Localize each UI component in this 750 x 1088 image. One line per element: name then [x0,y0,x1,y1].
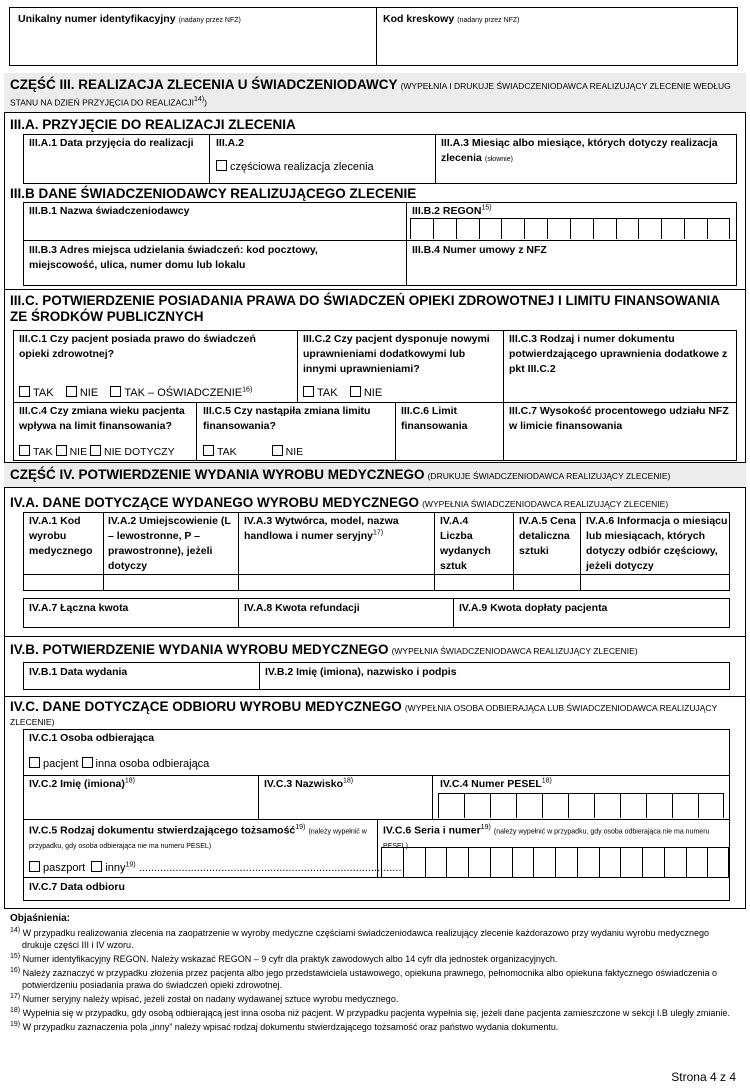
col-4a6: IV.A.6 Informacja o miesiącu lub miesiącach, których dotyczy odbiór częściowy, jeżeli dotyczy [586,515,728,572]
field-3c2-options [303,386,382,399]
field-4c7[interactable]: IV.C.7 Data odbioru [29,881,125,893]
col-4a3-label: IV.A.3 Wytwórca, model, nazwa handlowa i numer seryjny [244,515,399,542]
c2-opt-nie: NIE [363,387,383,399]
pesel-input-cells[interactable] [438,793,724,818]
partial-realization-checkbox[interactable] [216,160,374,173]
c4-sup: 18) [541,777,552,785]
part4-note: (DRUKUJE ŚWIADCZENIODAWCA REALIZUJĄCY ZLECENIE) [427,471,671,481]
field-3c6[interactable]: III.C.6 Limit finansowania [401,405,468,432]
field-4c2[interactable] [29,777,135,792]
field-3c1-options [19,386,252,399]
field-3b4[interactable]: III.B.4 Numer umowy z NFZ [412,244,547,256]
field-3c4-options [19,445,175,458]
part3-title: CZĘŚĆ III. REALIZACJA ZLECENIA U ŚWIADCZENIODAWCY [10,77,398,92]
c4-opt-nie: NIE [69,446,88,458]
col-4a3 [244,514,429,544]
section-3a-title: III.A. PRZYJĘCIE DO REALIZACJI ZLECENIA [10,117,296,132]
unique-id-label: Unikalny numer identyfikacyjny [18,13,176,25]
col-4a5: IV.A.5 Cena detaliczna sztuki [519,515,576,557]
c1-opt-oswiadczenie: TAK – OŚWIADCZENIE [124,387,243,399]
field-3c5: III.C.5 Czy nastąpiła zmiana limitu finansowania? [203,405,371,432]
barcode-note: (nadany przez NFZ) [457,17,520,24]
field-4b1[interactable]: IV.B.1 Data wydania [29,666,128,678]
part4-title: CZĘŚĆ IV. POTWIERDZENIE WYDANIA WYROBU MEDYCZNEGO [10,467,425,482]
barcode-label: Kod kreskowy [383,13,455,25]
field-3c1: III.C.1 Czy pacjent posiada prawo do świadczeń opieki zdrowotnej? [19,333,256,360]
field-4c1: IV.C.1 Osoba odbierająca [29,732,155,744]
footnote-number: 16) [10,967,21,974]
c4-opt-tak: TAK [33,446,53,458]
checkbox-icon[interactable] [90,445,101,456]
footnote-item [10,1019,738,1033]
field-3a3-note: (słownie) [484,156,513,163]
field-4c2-label: IV.C.2 Imię (imiona) [29,778,125,790]
part3-note-end: ) [204,97,208,108]
checkbox-icon[interactable] [272,445,283,456]
footnotes-title: Objaśnienia: [10,913,71,924]
section-4c-note: (WYPEŁNIA OSOBA ODBIERAJĄCA LUB ŚWIADCZENIODAWCA REALIZUJĄCY ZLECENIE) [10,703,718,727]
footnote-text: Numer identyfikacyjny REGON. Należy wskazać REGON – 9 cyfr dla praktyk zawodowych albo 14 cyfr dla jednostek organizacyjnych. [22,954,558,964]
footnote-item [10,965,738,991]
c3-sup: 18) [342,777,354,785]
col-4a1: IV.A.1 Kod wyrobu medycznego [29,515,93,557]
checkbox-icon[interactable] [350,386,361,397]
checkbox-icon[interactable] [91,861,102,872]
field-3a1[interactable]: III.A.1 Data przyjęcia do realizacji [29,137,194,149]
footnote-item [10,925,738,951]
field-4c6-label: IV.C.6 Seria i numer [383,824,481,837]
c5-sup: 19) [295,824,306,831]
part3-note-sup: 14) [194,96,205,103]
part4-header [4,462,746,488]
field-3c7[interactable]: III.C.7 Wysokość procentowego udziału NFZ w limicie finansowania [509,405,729,432]
field-3c5-options [203,445,303,458]
c1-sup: 16) [242,386,253,394]
field-3b1[interactable]: III.B.1 Nazwa świadczeniodawcy [29,205,190,217]
regon-label: III.B.2 REGON [412,205,482,217]
section-4b-title: IV.B. POTWIERDZENIE WYDANIA WYROBU MEDYCZNEGO [10,642,389,657]
regon-input-cells[interactable] [410,218,730,239]
c2-opt-tak: TAK [317,387,338,399]
c2-sup: 18) [124,777,136,785]
field-3b3[interactable]: III.B.3 Adres miejsca udzielania świadczeń: kod pocztowy, miejscowość, ulica, numer domu lub lokalu [29,244,318,271]
footnote-number: 14) [10,927,21,934]
field-4c5 [29,822,374,853]
footnote-text: Wypełnia się w przypadku, gdy osobą odbierającą jest inna osoba niż pacjent. W przypadku pacjenta wypełnia się, jeżeli dane pacjenta zamieszczone w sekcji I.B uległy zmianie. [22,1008,730,1018]
checkbox-icon[interactable] [216,160,227,171]
unique-id-field[interactable] [18,12,368,27]
c5-opt-inny: inny [105,862,126,874]
field-4c5-options [29,861,402,874]
field-4a8[interactable]: IV.A.8 Kwota refundacji [244,602,360,614]
col-4a4: IV.A.4 Liczba wydanych sztuk [440,515,491,572]
section-3c-title: III.C. POTWIERDZENIE POSIADANIA PRAWA DO ŚWIADCZEŃ OPIEKI ZDROWOTNEJ I LIMITU FINANSOWANIA ZE ŚRODKÓW PUBLICZNYCH [10,293,720,324]
checkbox-icon[interactable] [29,757,40,768]
field-4c3-label: IV.C.3 Nazwisko [264,778,343,790]
c5-opt-tak: TAK [217,446,237,458]
checkbox-icon[interactable] [303,386,314,397]
c4-opt-nie-dotyczy: NIE DOTYCZY [104,446,175,458]
c1-opt-pacjent: pacjent [43,758,79,770]
field-4b2[interactable]: IV.B.2 Imię (imiona), nazwisko i podpis [265,666,457,678]
footnote-item [10,951,738,965]
c6-sup: 19) [480,824,491,831]
footnote-text: W przypadku realizowania zlecenia na zaopatrzenie w wyroby medyczne częściami świadczeniodawca realizujący zlecenie każdorazowo przy wydaniu wyrobu medycznego drukuje części III i IV wzoru. [22,928,709,950]
c1-opt-tak: TAK [33,387,54,399]
col-4a3-sup: 17) [372,529,384,537]
col-4a2: IV.A.2 Umiejscowienie (L – lewostronne, P – prawostronne), jeżeli dotyczy [108,515,231,572]
field-4c5-note: (należy wypełnić w przypadku, gdy osoba odbierająca nie ma numeru PESEL) [29,828,367,850]
footnotes [10,912,738,1033]
footnote-item [10,991,738,1005]
checkbox-icon[interactable] [66,386,77,397]
part3-header [4,73,746,113]
partial-realization-label: częściowa realizacja zlecenia [230,161,374,173]
c5-opt-sup: 19) [125,861,136,869]
section-3b-title: III.B DANE ŚWIADCZENIODAWCY REALIZUJĄCEGO ZLECENIE [10,186,417,201]
footnote-text: W przypadku zaznaczenia pola „inny” należy wpisać rodzaj dokumentu stwierdzającego tożsamość oraz państwo wydania dokumentu. [22,1022,559,1032]
field-3a2: III.A.2 [216,137,245,149]
section-4b-header [10,642,638,657]
section-4c-title: IV.C. DANE DOTYCZĄCE ODBIORU WYROBU MEDYCZNEGO [10,699,402,714]
unique-id-note: (nadany przez NFZ) [178,17,241,24]
footnote-number: 15) [10,953,21,960]
field-3c4: III.C.4 Czy zmiana wieku pacjenta wpływa na limit finansowania? [19,405,185,432]
field-4c5-label: IV.C.5 Rodzaj dokumentu stwierdzającego tożsamość [29,824,296,837]
field-3a3-label: III.A.3 Miesiąc albo miesiące, których dotyczy realizacja zlecenia [441,137,718,164]
checkbox-icon[interactable] [110,386,121,397]
field-4a9[interactable]: IV.A.9 Kwota dopłaty pacjenta [459,602,608,614]
c5-opt-paszport: paszport [43,862,86,874]
field-4c3[interactable] [264,777,353,792]
id-series-cells[interactable] [381,847,729,877]
section-4a-note: (WYPEŁNIA ŚWIADCZENIODAWCA REALIZUJĄCY ZLECENIE) [422,499,669,509]
footnote-number: 17) [10,993,21,1000]
field-3c2: III.C.2 Czy pacjent dysponuje nowymi uprawnieniami dodatkowymi lub innymi uprawnieniami? [303,333,490,375]
checkbox-icon[interactable] [19,386,30,397]
field-4c6-note: (należy wypełnić w przypadku, gdy osoba odbierająca nie ma numeru PESEL) [383,828,710,850]
part3-note: (WYPEŁNIA I DRUKUJE ŚWIADCZENIODAWCA REALIZUJĄCY ZLECENIE WEDŁUG STANU NA DZIEŃ PRZYJĘCIA DO REALIZACJI [10,81,731,108]
c5-opt-nie: NIE [285,446,304,458]
field-4c4-label: IV.C.4 Numer PESEL [440,778,542,790]
field-4c4 [440,777,552,792]
checkbox-icon[interactable] [56,445,67,456]
footnote-text: Numer seryjny należy wpisać, jeżeli został on nadany wydawanej sztuce wyrobu medycznego. [22,994,399,1004]
barcode-field[interactable] [383,12,733,27]
field-4a7[interactable]: IV.A.7 Łączna kwota [29,602,129,614]
field-4c1-options [29,757,209,770]
field-3a3[interactable] [441,136,731,166]
section-4c-header [10,700,735,729]
regon-sup: 15) [481,204,492,212]
page-number: Strona 4 z 4 [671,1070,736,1084]
checkbox-icon[interactable] [203,445,214,456]
top-box [9,7,738,66]
field-3c3[interactable]: III.C.3 Rodzaj i numer dokumentu potwierdzającego uprawnienia dodatkowe z pkt III.C.2 [509,333,728,375]
footnote-item [10,1005,738,1019]
footnote-number: 18) [10,1007,21,1014]
checkbox-icon[interactable] [82,757,93,768]
section-4a-title: IV.A. DANE DOTYCZĄCE WYDANEGO WYROBU MEDYCZNEGO [10,495,420,510]
field-3b2-label [412,204,492,219]
items-input-row[interactable] [24,575,729,590]
section-4a-header [10,495,668,510]
totals-box [23,598,730,628]
section-4b-note: (WYPEŁNIA ŚWIADCZENIODAWCA REALIZUJĄCY ZLECENIE) [391,646,638,656]
footnote-text: Należy zaznaczyć w przypadku złożenia przez pacjenta albo jego przedstawiciela ustawowego, opiekuna prawnego, pełnomocnika albo opiekuna faktycznego oświadczenia o potwierdzeniu posiadania prawa do świadczeń opieki zdrowotnej. [22,968,718,990]
checkbox-icon[interactable] [29,861,40,872]
c1-opt-inna: inna osoba odbierająca [95,758,210,770]
c1-opt-nie: NIE [79,387,99,399]
footnote-number: 19) [10,1021,21,1028]
other-doc-line[interactable]: ...................................................................................... [138,862,402,874]
checkbox-icon[interactable] [19,445,30,456]
